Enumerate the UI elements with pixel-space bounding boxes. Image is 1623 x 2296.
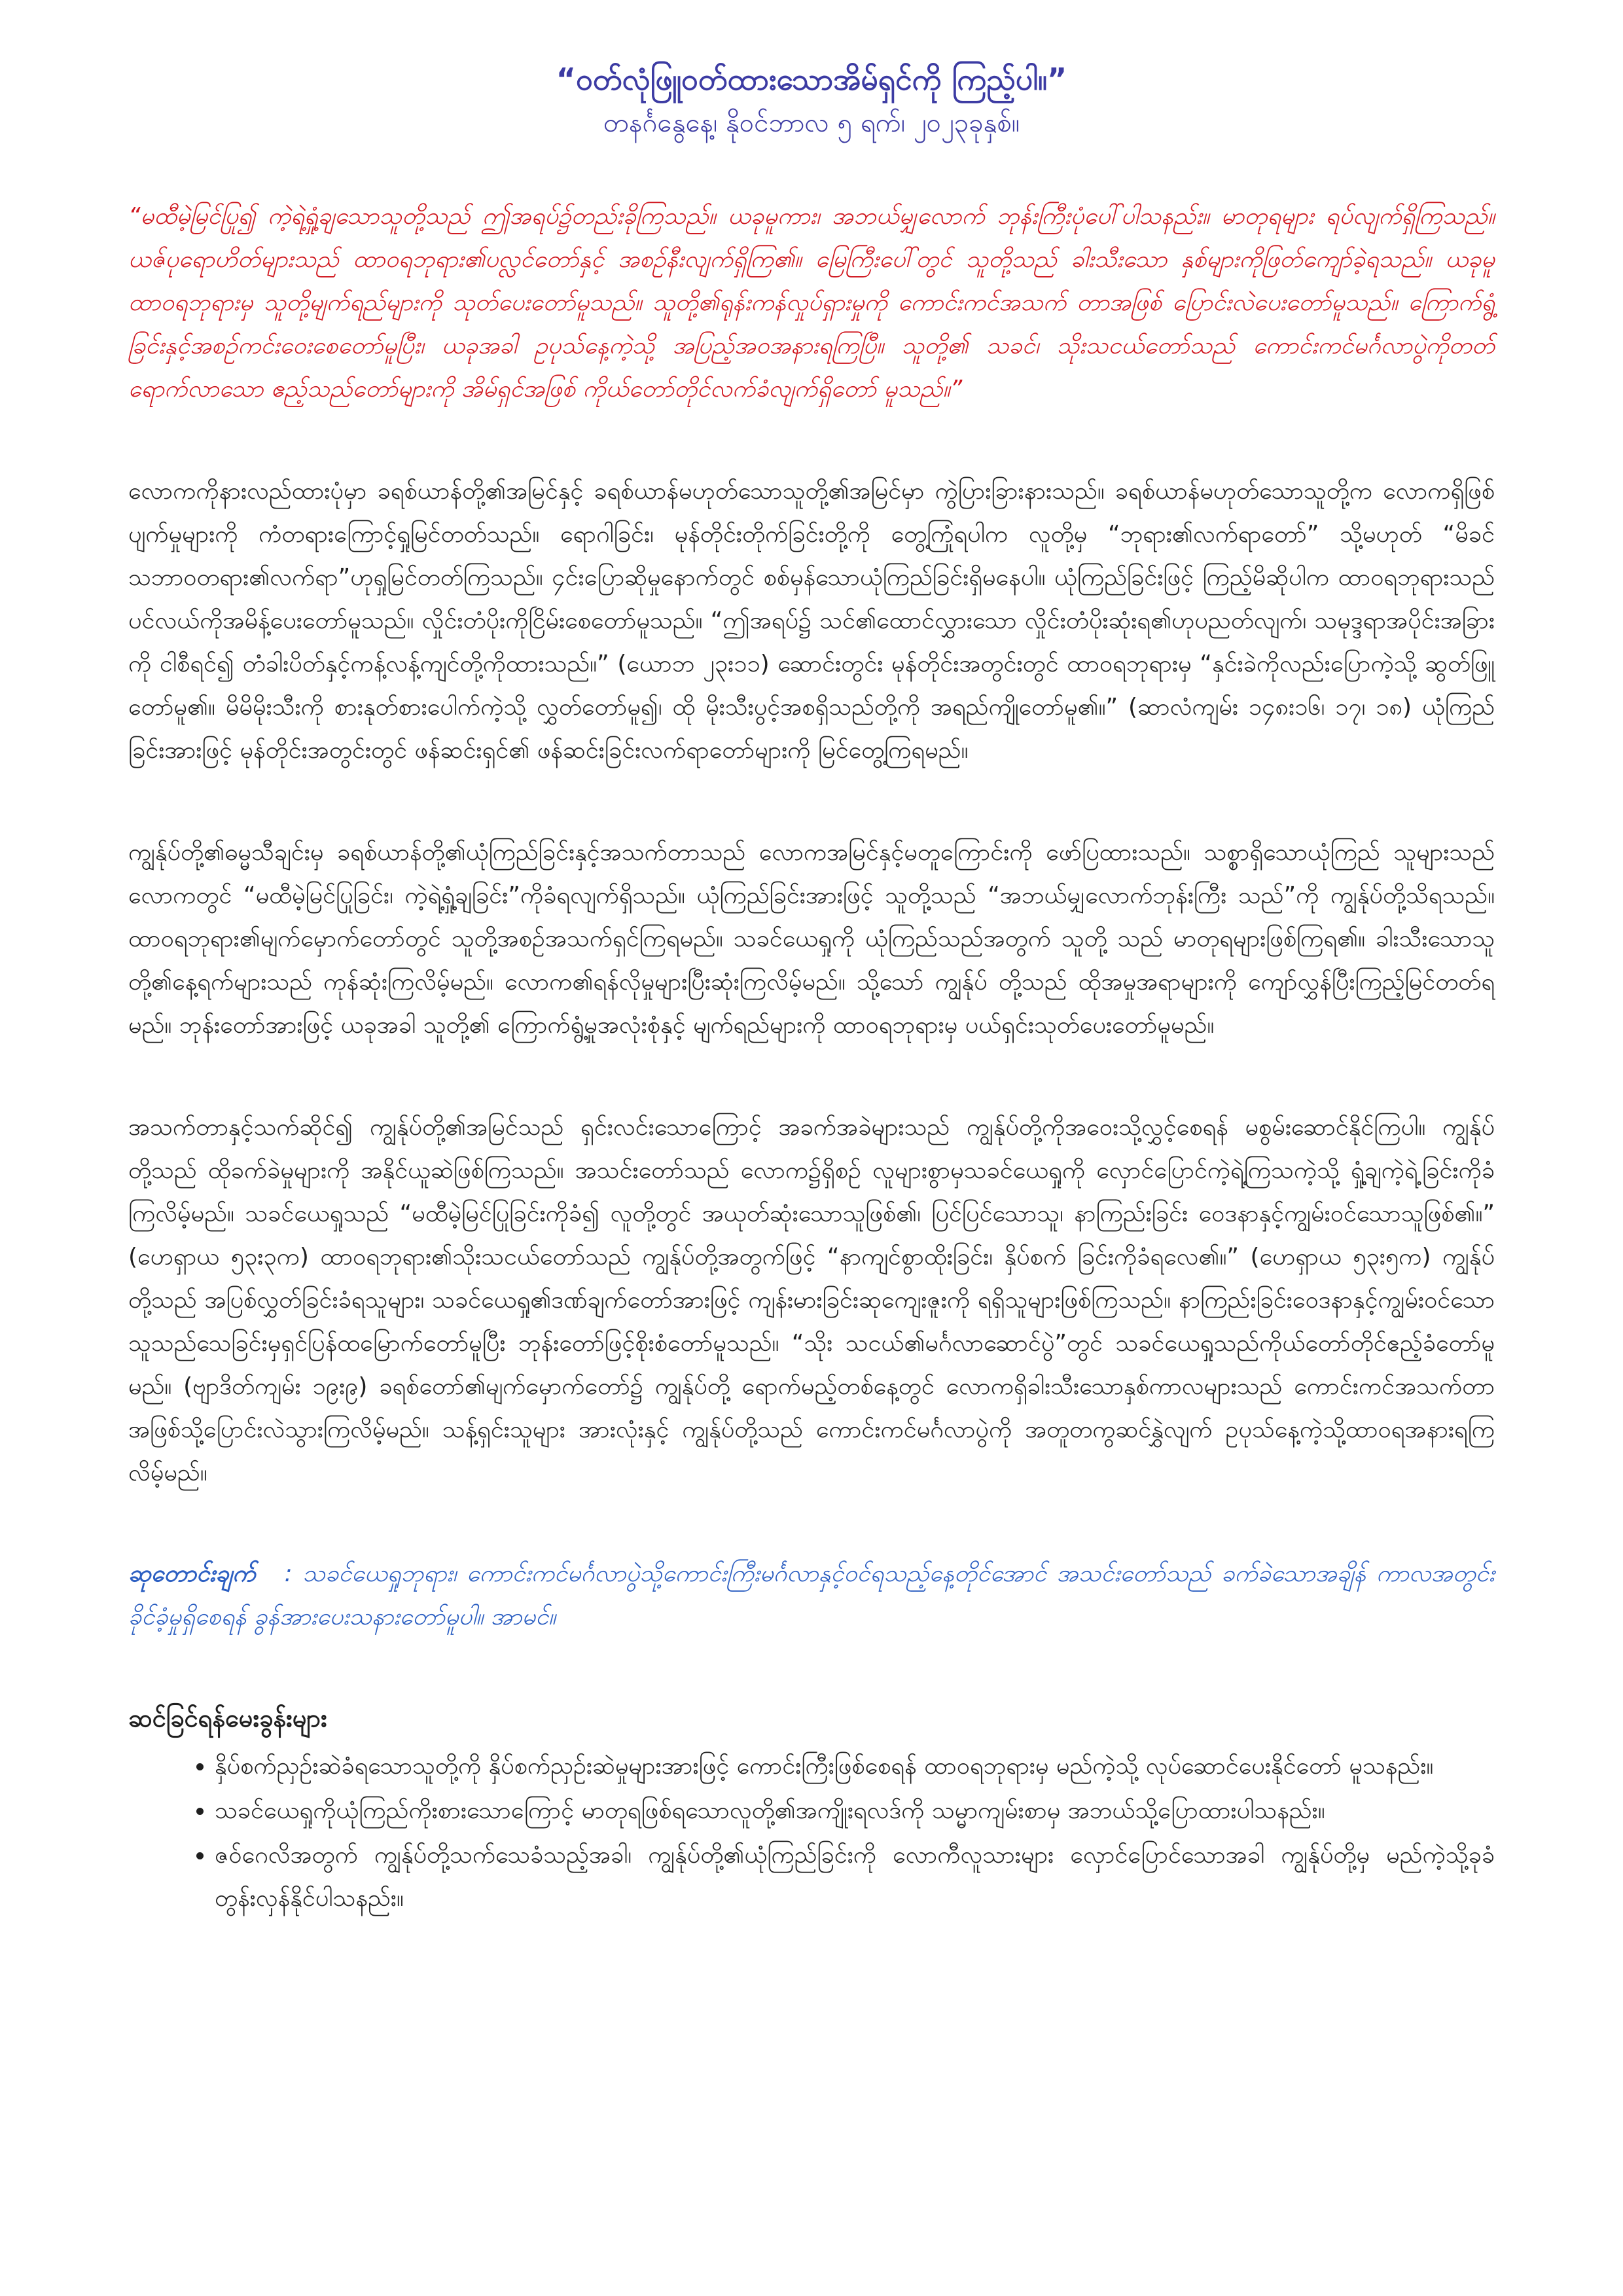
prayer-text: : သခင်ယေရှုဘုရား၊ ကောင်းကင်မင်္ဂလာပွဲသို့ကောင်းကြီးမင်္ဂလာနှင့်ဝင်ရသည့်နေ့တိုင်အောင် အသင်းတော်သည် ခက်ခဲသောအချိန် ကာလအတွင်း ခိုင်ခံ့မှုရှိစေရန် ခွန်အားပေးသနားတော်မူပါ။ အာမင်။ (128, 1560, 1495, 1630)
body-paragraph-2: ကျွန်ုပ်တို့၏ဓမ္မသီချင်းမှ ခရစ်ယာန်တို့၏ယုံကြည်ခြင်းနှင့်အသက်တာသည် လောကအမြင်နှင့်မတူကြောင်းကို ဖော်ပြထားသည်။ သစ္စာရှိသောယုံကြည် သူများသည် လောကတွင် “မထီမဲ့မြင်ပြုခြင်း၊ ကဲ့ရဲ့ရှုံ့ချခြင်း”ကိုခံရလျက်ရှိသည်။ ယုံကြည်ခြင်းအားဖြင့် သူတို့သည် “အဘယ်မျှလောက်ဘုန်းကြီး သည်”ကို ကျွန်ုပ်တို့သိရသည်။ ထာဝရဘုရား၏မျက်မှောက်တော်တွင် သူတို့အစဉ်အသက်ရှင်ကြရမည်။ သခင်ယေရှုကို ယုံကြည်သည်အတွက် သူတို့ သည် မာတုရများဖြစ်ကြရ၏။ ခါးသီးသောသူတို့၏နေ့ရက်များသည် ကုန်ဆုံးကြလိမ့်မည်။ လောက၏ရန်လိုမှုများပြီးဆုံးကြလိမ့်မည်။ သို့သော် ကျွန်ုပ် တို့သည် ထိုအမှုအရာများကို ကျော်လွှန်ပြီးကြည့်မြင်တတ်ရမည်။ ဘုန်းတော်အားဖြင့် ယခုအခါ သူတို့၏ ကြောက်ရွံ့မှုအလုံးစုံနှင့် မျက်ရည်များကို ထာဝရဘုရားမှ ပယ်ရှင်းသုတ်ပေးတော်မူမည်။ (128, 839, 1495, 1039)
body-paragraph-1: လောကကိုနားလည်ထားပုံမှာ ခရစ်ယာန်တို့၏အမြင်နှင့် ခရစ်ယာန်မဟုတ်သောသူတို့၏အမြင်မှာ ကွဲပြားခြားနားသည်။ ခရစ်ယာန်မဟုတ်သောသူတို့က လောကရှိဖြစ်ပျက်မှုများကို ကံတရားကြောင့်ရှုမြင်တတ်သည်။ ရောဂါခြင်း၊ မုန်တိုင်းတိုက်ခြင်းတို့ကို တွေ့ကြုံရပါက လူတို့မှ “ဘုရား၏လက်ရာတော်” သို့မဟုတ် “မိခင်သဘာဝတရား၏လက်ရာ”ဟုရှုမြင်တတ်ကြသည်။ ၄င်းပြောဆိုမှုနောက်တွင် စစ်မှန်သောယုံကြည်ခြင်းရှိမနေပါ။ ယုံကြည်ခြင်းဖြင့် ကြည့်မိဆိုပါက ထာဝရဘုရားသည် ပင်လယ်ကိုအမိန့်ပေးတော်မူသည်။ လှိုင်းတံပိုးကိုငြိမ်းစေတော်မူသည်။ “ဤအရပ်၌ သင်၏ထောင်လွှားသော လှိုင်းတံပိုးဆုံးရ၏ဟုပညတ်လျက်၊ သမုဒ္ဒရာအပိုင်းအခြားကို ငါစီရင်၍ တံခါးပိတ်နှင့်ကန့်လန့်ကျင်တို့ကိုထားသည်။” (ယောဘ ၂၃း၁၁) ဆောင်းတွင်း မုန်တိုင်းအတွင်းတွင် ထာဝရဘုရားမှ “နှင်းခဲကိုလည်းပြောကဲ့သို့ ဆွတ်ဖြူတော်မူ၏။ မိမိမိုးသီးကို စားနုတ်စားပေါက်ကဲ့သို့ လွှတ်တော်မူ၍၊ ထို မိုးသီးပွင့်အစရှိသည်တို့ကို အရည်ကျိုတော်မူ၏။” (ဆာလံကျမ်း ၁၄၈း၁၆၊ ၁၇၊ ၁၈) ယုံကြည်ခြင်းအားဖြင့် မုန်တိုင်းအတွင်းတွင် ဖန်ဆင်းရှင်၏ ဖန်ဆင်းခြင်းလက်ရာတော်များကို မြင်တွေ့ကြရမည်။ (128, 478, 1495, 764)
questions-heading: ဆင်ခြင်ရန်မေးခွန်းများ (128, 1704, 327, 1732)
hymn-quote: “မထီမဲ့မြင်ပြု၍ ကဲ့ရဲ့ရှုံ့ချသောသူတို့သည် ဤအရပ်၌တည်းခိုကြသည်။ ယခုမူကား၊ အဘယ်မျှလောက် ဘုန်းကြီးပုံပေါ်ပါသနည်း။ မာတုရများ ရပ်လျက်ရှိကြသည်။ ယဇ်ပုရောဟိတ်များသည် ထာဝရဘုရား၏ပလ္လင်တော်နှင့် အစဉ်နီးလျက်ရှိကြ၏။ မြေကြီးပေါ်တွင် သူတို့သည် ခါးသီးသော နှစ်များကိုဖြတ်ကျော်ခဲ့ရသည်။ ယခုမူ ထာဝရဘုရားမှ သူတို့မျက်ရည်များကို သုတ်ပေးတော်မူသည်။ သူတို့၏ရုန်းကန်လှုပ်ရှားမှုကို ကောင်းကင်အသက် တာအဖြစ် ပြောင်းလဲပေးတော်မူသည်။ ကြောက်ရွံ့ခြင်းနှင့်အစဉ်ကင်းဝေးစေတော်မူပြီး၊ ယခုအခါ ဥပုသ်နေ့ကဲ့သို့ အပြည့်အဝအနားရကြပြီ။ သူတို့၏ သခင်၊ သိုးသငယ်တော်သည် ကောင်းကင်မင်္ဂလာပွဲကိုတတ်ရောက်လာသော ဧည့်သည်တော်များကို အိမ်ရှင်အဖြစ် ကိုယ်တော်တိုင်လက်ခံလျက်ရှိတော် မူသည်။” (128, 203, 1495, 403)
prayer-label: ဆုတောင်းချက် (128, 1560, 256, 1587)
prayer (128, 1552, 1495, 1639)
page-title: “ဝတ်လုံဖြူဝတ်ထားသောအိမ်ရှင်ကို ကြည့်ပါ။” (556, 62, 1067, 97)
question-item: • သခင်ယေရှုကိုယုံကြည်ကိုးစားသောကြောင့် မာတုရဖြစ်ရသောလူတို့၏အကျိုးရလဒ်ကို သမ္မာကျမ်းစာမှ အဘယ်သို့ပြောထားပါသနည်း။ (215, 1789, 1495, 1833)
date-line: တနင်္ဂနွေနေ့၊ နိုဝင်ဘာလ ၅ ရက်၊ ၂၀၂၃ခုနှစ်။ (603, 108, 1020, 138)
question-item: • ဇဝ်ဂေလိအတွက် ကျွန်ုပ်တို့သက်သေခံသည့်အခါ၊ ကျွန်ုပ်တို့၏ယုံကြည်ခြင်းကို လောကီလူသားများ လှောင်ပြောင်သောအခါ ကျွန်ုပ်တို့မှ မည်ကဲ့သို့ခုခံတွန်းလှန်နိုင်ပါသနည်း။ (215, 1834, 1495, 1920)
body-paragraph-3: အသက်တာနှင့်သက်ဆိုင်၍ ကျွန်ုပ်တို့၏အမြင်သည် ရှင်းလင်းသောကြောင့် အခက်အခဲများသည် ကျွန်ုပ်တို့ကိုအဝေးသို့လွှင့်စေရန် မစွမ်းဆောင်နိုင်ကြပါ။ ကျွန်ုပ်တို့သည် ထိုခက်ခဲမှုများကို အနိုင်ယူဆဲဖြစ်ကြသည်။ အသင်းတော်သည် လောက၌ရှိစဉ် လူများစွာမှသခင်ယေရှုကို လှောင်ပြောင်ကဲ့ရဲ့ကြသကဲ့သို့ ရှုံ့ချကဲ့ရဲ့ခြင်းကိုခံကြလိမ့်မည်။ သခင်ယေရှုသည် “မထီမဲ့မြင်ပြုခြင်းကိုခံ၍ လူတို့တွင် အယုတ်ဆုံးသောသူဖြစ်၏၊ ပြင်ပြင်သောသူ၊ နာကြည်းခြင်း ဝေဒနာနှင့်ကျွမ်းဝင်သောသူဖြစ်၏။” (ဟေရှာယ ၅၃း၃က) ထာဝရဘုရား၏သိုးသငယ်တော်သည် ကျွန်ုပ်တို့အတွက်ဖြင့် “နာကျင်စွာထိုးခြင်း၊ နှိပ်စက် ခြင်းကိုခံရလေ၏။” (ဟေရှာယ ၅၃း၅က) ကျွန်ုပ်တို့သည် အပြစ်လွှတ်ခြင်းခံရသူများ၊ သခင်ယေရှု၏ဒဏ်ချက်တော်အားဖြင့် ကျန်းမားခြင်းဆုကျေးဇူးကို ရရှိသူများဖြစ်ကြသည်။ နာကြည်းခြင်းဝေဒနာနှင့်ကျွမ်းဝင်သော သူသည်သေခြင်းမှရှင်ပြန်ထမြောက်တော်မူပြီး ဘုန်းတော်ဖြင့်စိုးစံတော်မူသည်။ “သိုး သငယ်၏မင်္ဂလာဆောင်ပွဲ”တွင် သခင်ယေရှုသည်ကိုယ်တော်တိုင်ဧည့်ခံတော်မူမည်။ (ဗျာဒိတ်ကျမ်း ၁၉း၉) ခရစ်တော်၏မျက်မှောက်တော်၌ ကျွန်ုပ်တို့ ရောက်မည့်တစ်နေ့တွင် လောကရှိခါးသီးသောနှစ်ကာလများသည် ကောင်းကင်အသက်တာအဖြစ်သို့ပြောင်းလဲသွားကြလိမ့်မည်။ သန့်ရှင်းသူများ အားလုံးနှင့် ကျွန်ုပ်တို့သည် ကောင်းကင်မင်္ဂလာပွဲကို အတူတကွဆင်နွှဲလျက် ဥပုသ်နေ့ကဲ့သို့ထာဝရအနားရကြလိမ့်မည်။ (128, 1114, 1495, 1486)
questions-list (128, 1745, 1495, 1920)
question-item: • နှိပ်စက်ညှဉ်းဆဲခံရသောသူတို့ကို နှိပ်စက်ညှဉ်းဆဲမှုများအားဖြင့် ကောင်းကြီးဖြစ်စေရန် ထာဝရဘုရားမှ မည်ကဲ့သို့ လုပ်ဆောင်ပေးနိုင်တော် မူသနည်း။ (215, 1745, 1495, 1788)
